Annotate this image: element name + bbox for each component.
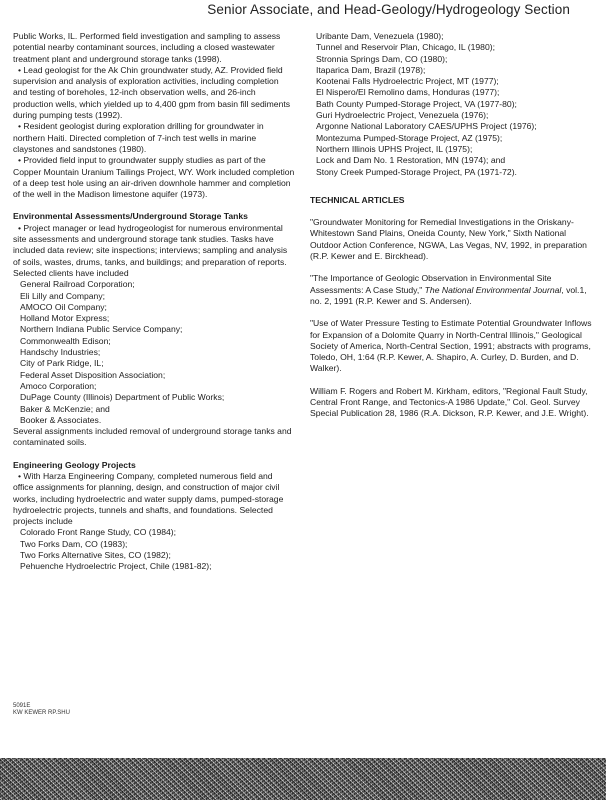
list-item: Holland Motor Express; — [20, 313, 110, 324]
list-item: Lock and Dam No. 1 Restoration, MN (1974); and — [316, 155, 506, 166]
intro-paragraph: Public Works, IL. Performed field investigation and sampling to assess potential nearby contaminant sources, including a closed wastewater treatment plant and underground storage tanks (1998). — [13, 31, 281, 64]
article-water-pressure-testing: "Use of Water Pressure Testing to Estimate Potential Groundwater Inflows for Expansion of a Dolomite Quarry in North-Central Illinois," Geological Society of America, North-Central Section, 1991; abstracts with programs, Toledo, OH, 1:64 (R.P. Kewer, A. Shapiro, A. Curley, D. Burden, and D. Walker). — [310, 318, 592, 374]
engineering-geology-heading: Engineering Geology Projects — [13, 459, 136, 470]
list-item: Eli Lilly and Company; — [20, 290, 106, 301]
list-item: Two Forks Alternative Sites, CO (1982); — [20, 550, 171, 561]
list-item: Colorado Front Range Study, CO (1984); — [20, 527, 177, 538]
list-item: Uribante Dam, Venezuela (1980); — [316, 31, 444, 41]
eng-projects-continued-list — [310, 31, 593, 178]
list-item: Two Forks Dam, CO (1983); — [20, 538, 128, 549]
bullet-ak-chin: • Lead geologist for the Ak Chin groundwater study, AZ. Provided field supervision and analysis of exploration activities, including completion and testing of boreholes, 12-inch observation wells, and 26-inch production wells, which yielded up to 4,400 gpm from basin fill sediments during pumping tests (1992). — [13, 64, 291, 121]
env-assessments-heading: Environmental Assessments/Underground Storage Tanks — [13, 211, 248, 222]
list-item: Tunnel and Reservoir Plan, Chicago, IL (1980); — [316, 42, 495, 53]
list-item: Federal Asset Disposition Association; — [20, 369, 166, 380]
env-clients-list — [13, 279, 295, 426]
list-item: Kootenai Falls Hydroelectric Project, MT (1977); — [316, 76, 499, 87]
list-item: Guri Hydroelectric Project, Venezuela (1976); — [316, 110, 489, 121]
list-item: Itaparica Dam, Brazil (1978); — [316, 64, 426, 75]
list-item: Baker & McKenzie; and — [20, 403, 110, 414]
list-item: Argonne National Laboratory CAES/UPHS Project (1976); — [316, 121, 537, 132]
list-item: Northern Indiana Public Service Company; — [20, 324, 183, 335]
list-item: Northern Illinois UPHS Project, IL (1975); — [316, 143, 473, 154]
bullet-haiti: • Resident geologist during exploration drilling for groundwater in northern Haiti. Directed completion of 7-inch test wells in marine claystones and sandstones (1980). — [13, 121, 264, 154]
article-2-title: "The Importance of Geologic Observation in Environmental Site Assessments: A Case Study," — [310, 273, 552, 295]
list-item: Commonwealth Edison; — [20, 335, 111, 346]
engineering-geology-text: • With Harza Engineering Company, completed numerous field and office assignments for planning, design, and construction of major civil works, including hydroelectric and water supply dams, pumped-storage hydroelectric projects, tunnels and shafts, and foundations. Selected projects include — [13, 470, 284, 527]
footer-name: KW KEWER RP.SHU — [13, 710, 70, 716]
article-groundwater-monitoring: "Groundwater Monitoring for Remedial Investigations in the Oriskany-Whitestown Sand Plains, Oneida County, New York," Sixth National Outdoor Action Conference, NGWA, Las Vegas, NV, 1992, in preparation (R.P. Kewer and E. Birckhead). — [310, 217, 587, 262]
list-item: DuPage County (Illinois) Department of Public Works; — [20, 392, 225, 403]
list-item: General Railroad Corporation; — [20, 279, 135, 290]
article-2-details: , vol.1, no. 2, 1991 (R.P. Kewer and S. Andersen). — [310, 284, 587, 306]
list-item: Booker & Associates. — [20, 414, 102, 425]
list-item: AMOCO Oil Company; — [20, 301, 107, 312]
list-item: Montezuma Pumped-Storage Project, AZ (1975); — [316, 132, 503, 143]
technical-articles-heading: TECHNICAL ARTICLES — [310, 194, 405, 205]
list-item: City of Park Ridge, IL; — [20, 358, 104, 369]
list-item: Bath County Pumped-Storage Project, VA (1977-80); — [316, 98, 517, 109]
list-item: Amoco Corporation; — [20, 380, 97, 391]
article-2-journal: The National Environmental Journal — [424, 284, 562, 295]
list-item: Stony Creek Pumped-Storage Project, PA (1971-72). — [316, 166, 517, 177]
left-column — [13, 31, 295, 573]
env-assessments-text: • Project manager or lead hydrogeologist for numerous environmental site assessments and underground storage tank studies. Tasks have included data review; site inspections; interviews; sampling and analysis of soils, wastes, drums, tanks, and buildings; and preparation of reports. Selected clients have included — [13, 222, 288, 278]
page-header-title: Senior Associate, and Head-Geology/Hydrogeology Section — [207, 2, 570, 17]
scan-noise-band — [0, 758, 606, 800]
footer-code: 5091E — [13, 703, 31, 709]
list-item: Stronnia Springs Dam, CO (1980); — [316, 53, 448, 64]
env-closing-text: Several assignments included removal of underground storage tanks and contaminated soils. — [13, 426, 292, 448]
eng-projects-list — [13, 527, 295, 572]
footer-code-block — [13, 703, 70, 717]
list-item: Handschy Industries; — [20, 347, 101, 358]
bullet-copper-mountain: • Provided field input to groundwater supply studies as part of the Copper Mountain Uranium Tailings Project, WY. Work included completion of a deep test hole using an air-driven downhole hammer and completion of the well in the Madison limestone aquifer (1973). — [13, 155, 295, 200]
article-geologic-observation — [310, 273, 593, 307]
right-column — [310, 31, 593, 420]
article-regional-fault-study: William F. Rogers and Robert M. Kirkham, editors, "Regional Fault Study, Central Front Range, and Tectonics-A 1986 Update," Col. Geol. Survey Special Publication 28, 1986 (R.A. Dickson, R.P. Kewer, and J.E. Wright). — [310, 385, 589, 419]
list-item: Pehuenche Hydroelectric Project, Chile (1981-82); — [20, 561, 212, 572]
list-item: El Nispero/El Remolino dams, Honduras (1977); — [316, 87, 500, 98]
